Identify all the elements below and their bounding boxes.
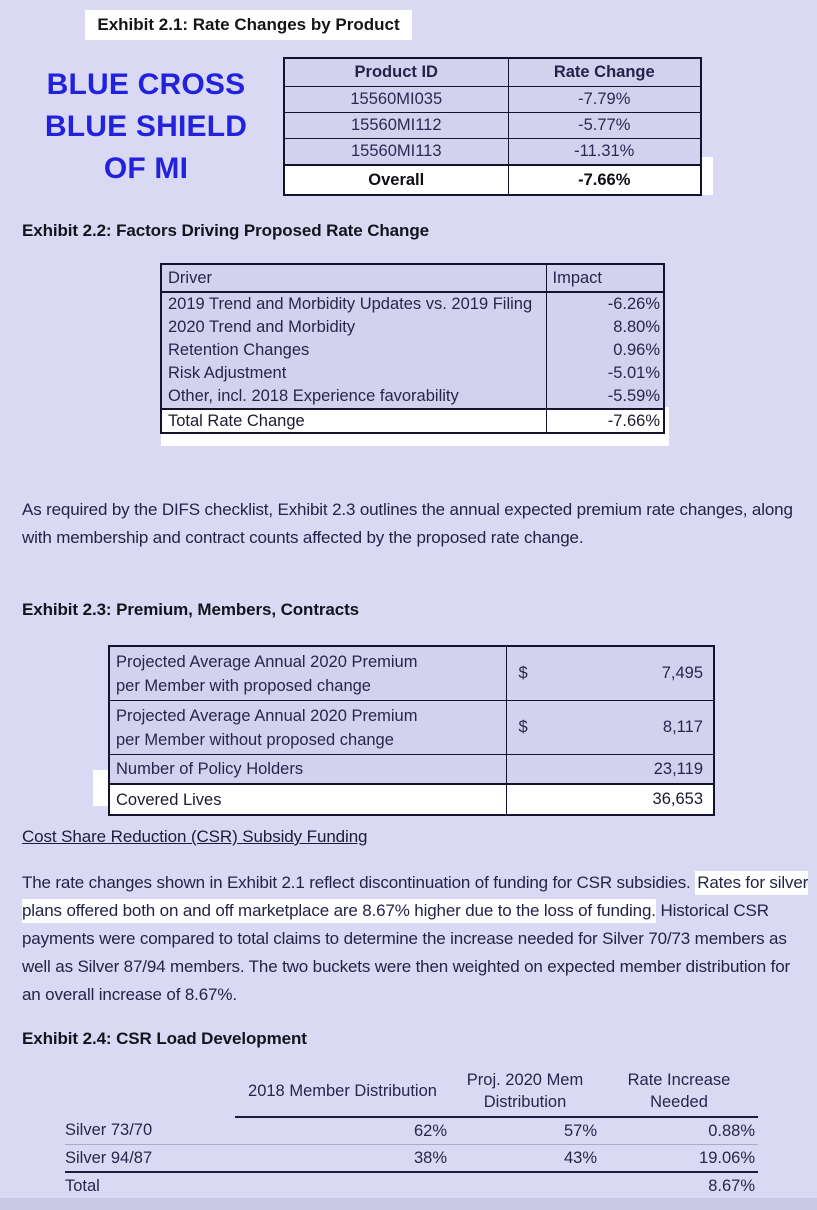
product-id-header: Product ID (354, 63, 438, 81)
table-cell: -5.77% (508, 113, 701, 139)
csr-subsidy-funding-heading: Cost Share Reduction (CSR) Subsidy Funding (22, 827, 368, 846)
factors-driving-rate-change-table (160, 263, 665, 434)
table-row (161, 316, 664, 339)
table-cell: -11.31% (508, 139, 701, 166)
covered-lives-label: Covered Lives (109, 784, 506, 815)
csr-text-after: Historical CSR payments were compared to total claims to determine the increase needed for Silver 70/73 members as well as Silver 87/94 members. The two buckets were then weighted on expected member distribution for an overall increase of 8.67%. (22, 901, 791, 1004)
logo-line-3: OF MI (103, 152, 189, 185)
exhibit-2-2-heading: Exhibit 2.2: Factors Driving Proposed Rate Change (22, 221, 429, 240)
overall-value: -7.66% (508, 165, 701, 195)
table-cell: -5.59% (546, 385, 664, 409)
table-cell: Other, incl. 2018 Experience favorability (168, 387, 459, 405)
table-row (161, 385, 664, 409)
table-cell: Projected Average Annual 2020 Premium per Member with proposed change (116, 652, 418, 695)
currency-symbol: $ (518, 664, 528, 682)
table-row (65, 1145, 758, 1173)
table-cell: -7.79% (508, 87, 701, 113)
table-row (109, 646, 714, 701)
proj-2020-mem-distribution-header: Proj. 2020 Mem Distribution (450, 1066, 600, 1117)
table-cell: 15560MI112 (284, 113, 508, 139)
csr-paragraph (22, 869, 812, 1009)
member-distribution-2018-header: 2018 Member Distribution (235, 1066, 450, 1117)
table-row (284, 113, 701, 139)
csr-load-development-table (65, 1066, 758, 1199)
table-header-row (65, 1066, 758, 1117)
impact-header: Impact (546, 264, 664, 292)
table-total-row (109, 784, 714, 815)
table-cell (506, 701, 714, 755)
table-cell: Retention Changes (168, 341, 310, 359)
logo-line-1: BLUE CROSS (46, 68, 246, 101)
table-cell: 2020 Trend and Morbidity (168, 318, 356, 336)
table-row (284, 87, 701, 113)
table-row (161, 292, 664, 316)
exhibit-2-3-heading: Exhibit 2.3: Premium, Members, Contracts (22, 600, 360, 619)
csr-text-before: The rate changes shown in Exhibit 2.1 reflect discontinuation of funding for CSR subsidies. (22, 873, 696, 892)
table-cell: 15560MI035 (284, 87, 508, 113)
empty-cell (235, 1172, 450, 1199)
exhibit-2-1-title (85, 10, 412, 40)
bcbs-mi-logo (15, 64, 277, 190)
table-cell: 19.06% (600, 1145, 758, 1173)
table-cell: Projected Average Annual 2020 Premium per Member without proposed change (109, 701, 506, 755)
total-rate-change-value: -7.66% (546, 409, 664, 433)
policy-holders-value: 23,119 (506, 755, 714, 785)
covered-lives-value: 36,653 (506, 784, 714, 815)
table-row (109, 755, 714, 785)
table-header-row (161, 264, 664, 292)
table-cell (506, 646, 714, 701)
difs-checklist-paragraph: As required by the DIFS checklist, Exhibit 2.3 outlines the annual expected premium rate changes, along with membership and contract counts affected by the proposed rate change. (22, 500, 793, 547)
empty-cell (450, 1172, 600, 1199)
table-row (161, 362, 664, 385)
table-row (109, 701, 714, 755)
premium-with-change-value: 7,495 (661, 664, 703, 682)
table-cell: 0.96% (546, 339, 664, 362)
total-rate-increase-value: 8.67% (708, 1176, 755, 1195)
table-cell: 57% (450, 1117, 600, 1145)
table-row (65, 1117, 758, 1145)
silver-94-87-label: Silver 94/87 (65, 1145, 235, 1173)
exhibit-2-4-heading: Exhibit 2.4: CSR Load Development (22, 1029, 307, 1048)
csr-highlighted-sentence: Rates for silver plans offered both on and off marketplace are 8.67% higher due to the loss of funding. (22, 871, 808, 923)
overall-label: Overall (284, 165, 508, 195)
rate-changes-by-product-table (283, 57, 702, 196)
currency-symbol: $ (518, 718, 528, 736)
table-cell: 8.80% (546, 316, 664, 339)
table-cell: 43% (450, 1145, 600, 1173)
table-cell: 15560MI113 (284, 139, 508, 166)
table-cell: 2019 Trend and Morbidity Updates vs. 2019 Filing (168, 295, 533, 313)
silver-73-70-label: Silver 73/70 (65, 1117, 235, 1145)
table-cell: -5.01% (546, 362, 664, 385)
premium-without-change-value: 8,117 (662, 718, 703, 736)
table-cell: Number of Policy Holders (109, 755, 506, 785)
premium-members-contracts-table (108, 645, 715, 816)
rate-increase-needed-header: Rate Increase Needed (600, 1066, 758, 1117)
table-total-row (161, 409, 664, 433)
total-label: Total (65, 1176, 100, 1195)
empty-header-cell (65, 1066, 235, 1117)
table-cell: -6.26% (546, 292, 664, 316)
table-row (161, 339, 664, 362)
table-total-row (65, 1172, 758, 1199)
logo-line-2: BLUE SHIELD (44, 110, 248, 143)
table-row (284, 139, 701, 166)
table-cell: 0.88% (600, 1117, 758, 1145)
total-rate-change-label: Total Rate Change (161, 409, 546, 433)
table-cell: 38% (235, 1145, 450, 1173)
driver-header: Driver (161, 264, 546, 292)
table-cell: 62% (235, 1117, 450, 1145)
rate-change-header: Rate Change (508, 58, 701, 87)
table-cell: Risk Adjustment (168, 364, 287, 382)
table-total-row (284, 165, 701, 195)
table-header-row (284, 58, 701, 87)
exhibit-2-1-title-text: Exhibit 2.1: Rate Changes by Product (97, 15, 400, 34)
page-bottom-strip (0, 1198, 817, 1210)
